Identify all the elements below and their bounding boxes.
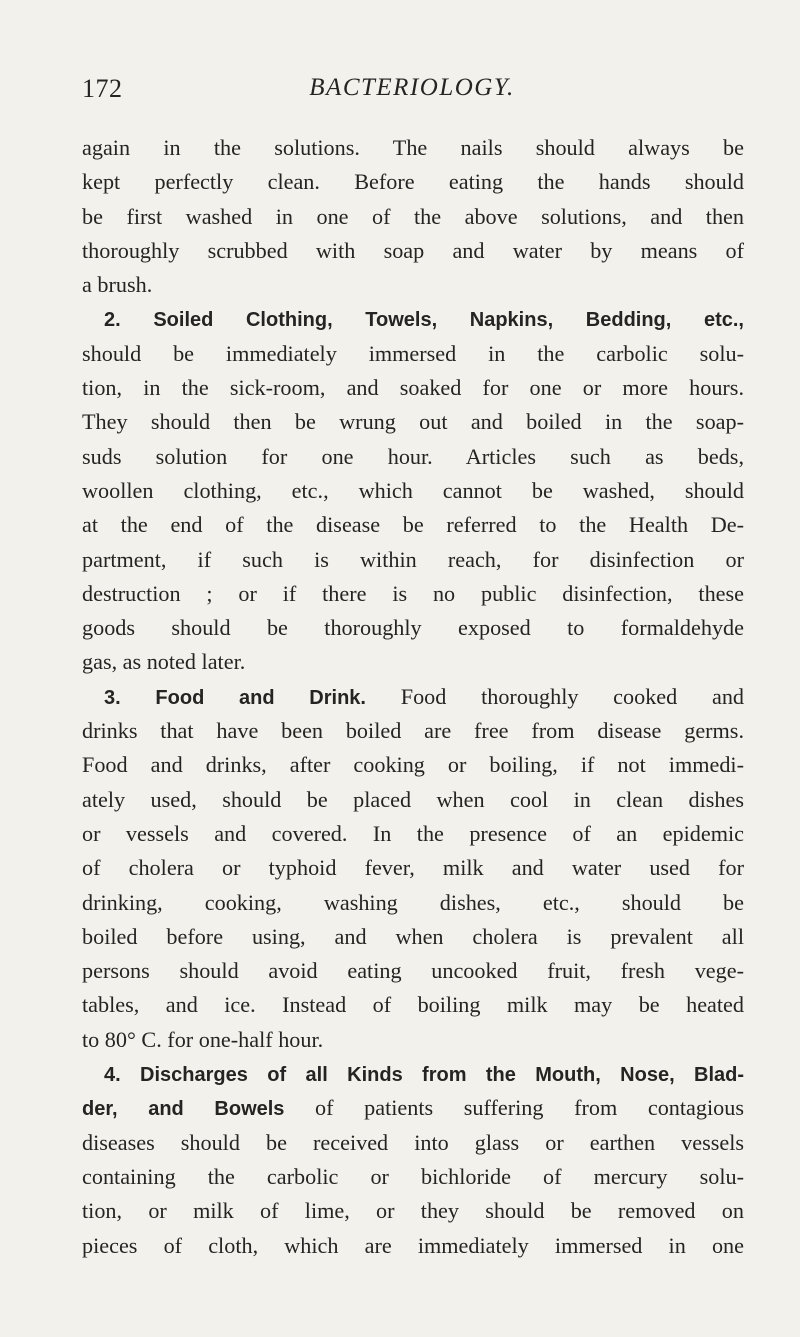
text-line [82,474,744,508]
line-text: again in the solutions. The nails should always be [82,135,744,160]
line-text: of patients suffering from contagious [315,1095,744,1121]
line-text: pieces of cloth, which are immediately immersed in one [82,1232,744,1258]
text-line [82,405,744,439]
text-line [82,577,744,611]
line-text: tion, or milk of lime, or they should be removed on [82,1198,744,1224]
text-line [82,131,744,165]
page-header [82,74,742,108]
page-number: 172 [82,74,123,103]
text-line [82,611,744,645]
line-text: gas, as noted later. [82,649,246,675]
line-text: of cholera or typhoid fever, milk and water used for [82,855,744,881]
line-text: destruction ; or if there is no public disinfection, these [82,580,744,606]
text-line [82,988,744,1022]
text-line [82,508,744,542]
text-line [82,268,744,302]
text-line [82,748,744,782]
paragraph-heading: 2. Soiled Clothing, Towels, Napkins, Bedding, etc., [104,309,744,332]
text-line [82,1160,744,1194]
text-line [82,817,744,851]
text-line [82,200,744,234]
line-text: be first washed in one of the above solutions, and then [82,203,744,229]
text-line [82,234,744,268]
line-text: should be immediately immersed in the carbolic solu- [82,340,744,366]
text-line [82,851,744,885]
text-line [82,954,744,988]
text-line [82,783,744,817]
line-text: containing the carbolic or bichloride of mercury solu- [82,1163,744,1189]
line-text: tables, and ice. Instead of boiling milk may be heated [82,992,744,1018]
line-text: or vessels and covered. In the presence of an epidemic [82,820,744,846]
line-text: suds solution for one hour. Articles such as beds, [82,443,744,469]
text-line [82,1229,744,1263]
running-head: BACTERIOLOGY. [309,74,515,101]
line-text: drinks that have been boiled are free from disease germs. [82,718,744,744]
line-text: drinking, cooking, washing dishes, etc., should be [82,889,744,915]
line-text: diseases should be received into glass or earthen vessels [82,1129,744,1155]
line-text: boiled before using, and when cholera is prevalent all [82,923,744,949]
text-line [82,1091,744,1125]
line-text: partment, if such is within reach, for disinfection or [82,546,744,572]
line-text: thoroughly scrubbed with soap and water by means of [82,237,744,263]
line-text: kept perfectly clean. Before eating the hands should [82,169,744,195]
text-line [82,1023,744,1057]
text-line [82,714,744,748]
line-text: a brush. [82,272,153,298]
text-line [82,440,744,474]
text-line [82,1057,744,1091]
body-text [82,131,744,1263]
text-line [82,543,744,577]
paragraph-heading: 3. Food and Drink. [104,686,366,709]
line-text: tion, in the sick-room, and soaked for one or more hours. [82,375,744,401]
text-line [82,337,744,371]
line-text: Food thoroughly cooked and [400,683,744,709]
line-text: persons should avoid eating uncooked fruit, fresh vege- [82,958,744,984]
text-line [82,1126,744,1160]
line-text: to 80° C. for one-half hour. [82,1026,324,1052]
text-line [82,680,744,714]
text-line [82,920,744,954]
paragraph-heading: 4. Discharges of all Kinds from the Mouth, Nose, Blad- [104,1064,744,1087]
line-text: Food and drinks, after cooking or boiling, if not immedi- [82,752,744,778]
text-line [82,165,744,199]
text-line [82,1194,744,1228]
text-line [82,886,744,920]
text-line [82,645,744,679]
line-text: goods should be thoroughly exposed to formaldehyde [82,615,744,641]
line-text: ately used, should be placed when cool in clean dishes [82,786,744,812]
line-text: woollen clothing, etc., which cannot be washed, should [82,477,744,503]
paragraph-heading: der, and Bowels [82,1098,285,1121]
line-text: at the end of the disease be referred to the Health De- [82,512,744,538]
text-line [82,371,744,405]
line-text: They should then be wrung out and boiled in the soap- [82,409,744,435]
text-line [82,302,744,336]
